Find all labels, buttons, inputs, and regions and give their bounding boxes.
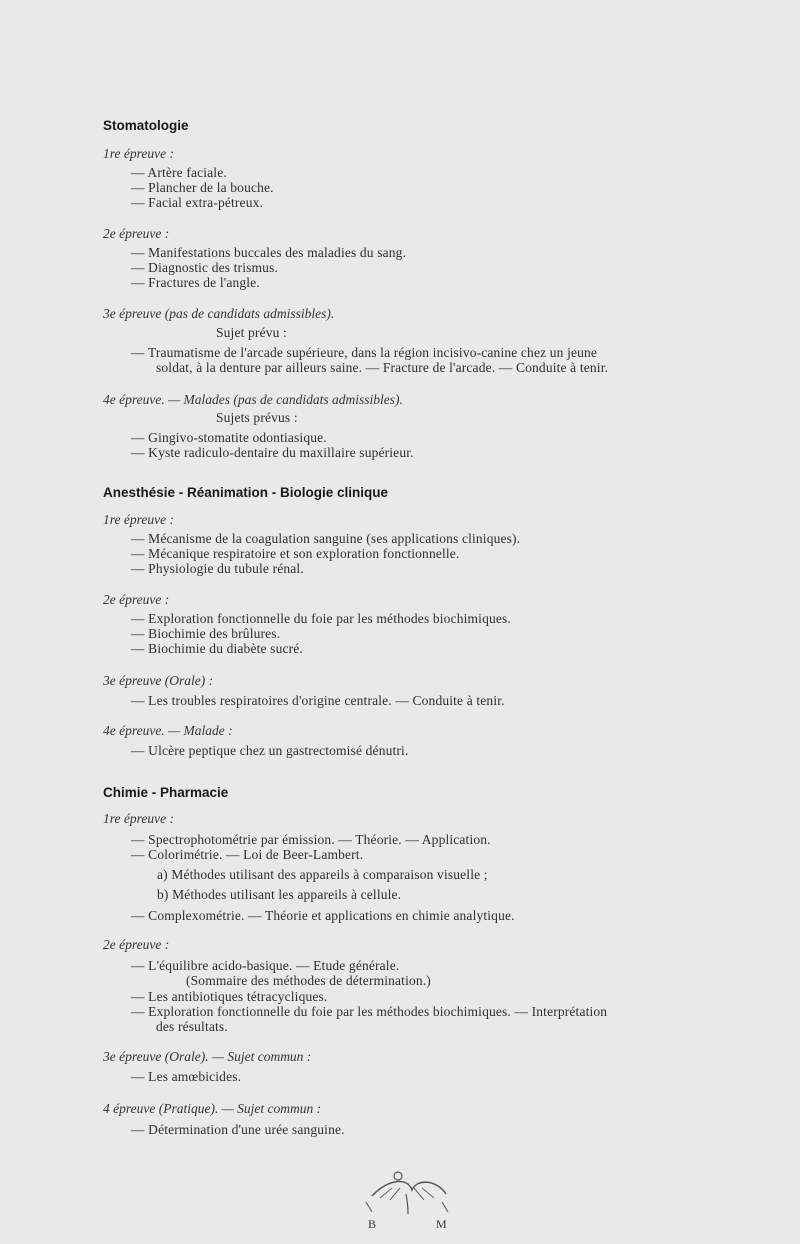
list-item: — Biochimie des brûlures. [131,626,281,641]
list-item-continued: des résultats. [156,1019,228,1034]
list-item: — Traumatisme de l'arcade supérieure, dans la région incisivo-canine chez un jeune [131,345,598,360]
list-item: — Spectrophotométrie par émission. — Théorie. — Application. [131,832,491,847]
epreuve-label: 4e épreuve. — Malades (pas de candidats admissibles). [103,392,403,407]
epreuve-label: 1re épreuve : [103,811,174,826]
list-item: — Détermination d'une urée sanguine. [131,1122,345,1137]
list-item: — Exploration fonctionnelle du foie par les méthodes biochimiques. — Interprétation [131,1004,608,1019]
subject-heading: Sujets prévus : [216,410,298,425]
list-item: — Fractures de l'angle. [131,275,260,290]
publisher-logo-icon [362,1168,454,1232]
subject-heading: Sujet prévu : [216,325,287,340]
list-item: — Mécanisme de la coagulation sanguine (ses applications cliniques). [131,531,521,546]
list-item: — Colorimétrie. — Loi de Beer-Lambert. [131,847,364,862]
epreuve-label: 2e épreuve : [103,226,170,241]
epreuve-label: 4 épreuve (Pratique). — Sujet commun : [103,1101,322,1116]
list-item-continued: soldat, à la denture par ailleurs saine. — Fracture de l'arcade. — Conduite à tenir. [156,360,609,375]
list-item: — Les troubles respiratoires d'origine centrale. — Conduite à tenir. [131,693,505,708]
list-item: — Plancher de la bouche. [131,180,274,195]
list-item: — Physiologie du tubule rénal. [131,561,304,576]
section-title-stomatologie: Stomatologie [103,118,189,133]
list-item: — L'équilibre acido-basique. — Etude générale. [131,958,400,973]
list-item: — Diagnostic des trismus. [131,260,278,275]
list-item: — Manifestations buccales des maladies du sang. [131,245,407,260]
list-item: — Ulcère peptique chez un gastrectomisé dénutri. [131,743,409,758]
epreuve-label: 3e épreuve (pas de candidats admissibles). [103,306,335,321]
list-item: — Complexométrie. — Théorie et applications en chimie analytique. [131,908,515,923]
list-item: — Les amœbicides. [131,1069,242,1084]
list-item: — Artère faciale. [131,165,227,180]
epreuve-label: 3e épreuve (Orale). — Sujet commun : [103,1049,312,1064]
list-item-sub: a) Méthodes utilisant des appareils à comparaison visuelle ; [157,867,488,882]
list-item: — Exploration fonctionnelle du foie par les méthodes biochimiques. [131,611,511,626]
epreuve-label: 3e épreuve (Orale) : [103,673,214,688]
epreuve-label: 4e épreuve. — Malade : [103,723,233,738]
list-item: — Biochimie du diabète sucré. [131,641,303,656]
list-item-sub: b) Méthodes utilisant les appareils à cellule. [157,887,402,902]
logo-letters: B M [368,1217,447,1231]
epreuve-label: 2e épreuve : [103,937,170,952]
section-title-anesthesie: Anesthésie - Réanimation - Biologie clinique [103,485,389,500]
list-item: — Gingivo-stomatite odontiasique. [131,430,327,445]
list-item: — Mécanique respiratoire et son exploration fonctionnelle. [131,546,460,561]
epreuve-label: 1re épreuve : [103,512,174,527]
list-item-note: (Sommaire des méthodes de détermination.) [186,973,431,988]
list-item: — Facial extra-pétreux. [131,195,264,210]
list-item: — Kyste radiculo-dentaire du maxillaire supérieur. [131,445,414,460]
section-title-chimie: Chimie - Pharmacie [103,785,229,800]
epreuve-label: 2e épreuve : [103,592,170,607]
list-item: — Les antibiotiques tétracycliques. [131,989,328,1004]
epreuve-label: 1re épreuve : [103,146,174,161]
